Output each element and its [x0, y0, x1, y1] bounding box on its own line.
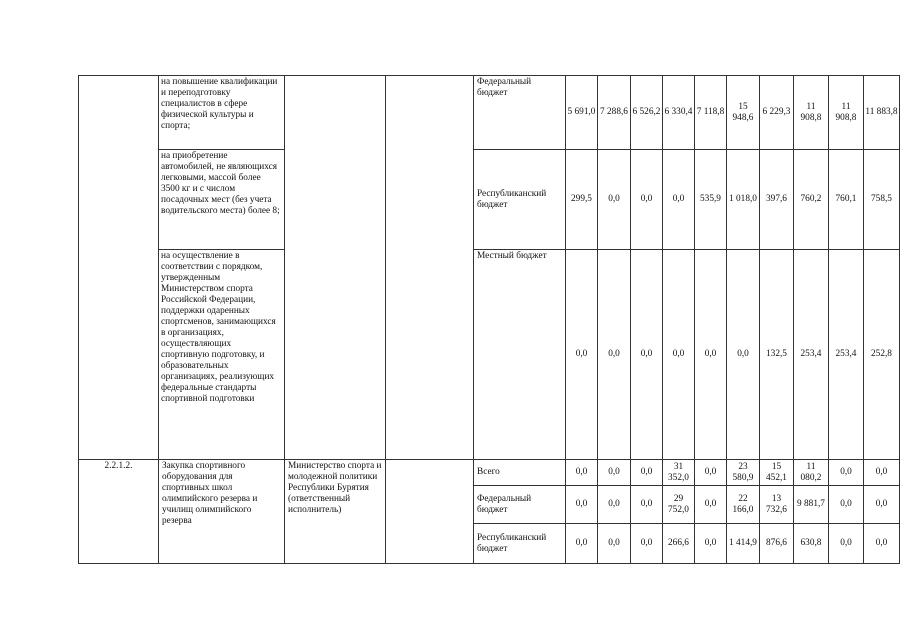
value-cell: 6 330,4	[663, 76, 695, 150]
description-cell: на повышение квалификации и переподготовку специалистов в сфере физической культуры и спорта;	[159, 76, 285, 150]
value-cell: 6 229,3	[760, 76, 794, 150]
value-cell: 0,0	[566, 250, 598, 460]
item-code: 2.2.1.2.	[79, 460, 159, 564]
value-cell: 0,0	[695, 524, 727, 564]
value-cell: 397,6	[760, 150, 794, 250]
source-cell: Республиканский бюджет	[474, 524, 566, 564]
value-cell: 0,0	[829, 524, 864, 564]
value-cell: 0,0	[663, 150, 695, 250]
value-cell: 0,0	[663, 250, 695, 460]
value-cell: 630,8	[794, 524, 829, 564]
source-cell: Республиканский бюджет	[474, 150, 566, 250]
table-row	[79, 250, 900, 460]
value-cell: 0,0	[598, 150, 631, 250]
budget-table	[78, 75, 900, 564]
value-cell: 22 166,0	[727, 486, 760, 524]
value-cell: 876,6	[760, 524, 794, 564]
source-cell: Федеральный бюджет	[474, 486, 566, 524]
value-cell: 266,6	[663, 524, 695, 564]
value-cell: 1 414,9	[727, 524, 760, 564]
value-cell: 132,5	[760, 250, 794, 460]
spacer-cell	[386, 460, 474, 564]
value-cell: 0,0	[631, 150, 663, 250]
item-executor: Министерство спорта и молодежной политики Республики Бурятия (ответственный исполнитель)	[285, 460, 386, 564]
table-row	[79, 460, 900, 486]
description-cell: на приобретение автомобилей, не являющихся легковыми, массой более 3500 кг и с числом посадочных мест (без учета водительского места) более 8;	[159, 150, 285, 250]
value-cell: 0,0	[695, 250, 727, 460]
value-cell: 0,0	[631, 486, 663, 524]
value-cell: 5 691,0	[566, 76, 598, 150]
source-cell: Местный бюджет	[474, 250, 566, 460]
value-cell: 31 352,0	[663, 460, 695, 486]
value-cell: 0,0	[566, 524, 598, 564]
description-cell: на осуществление в соответствии с порядком, утвержденным Министерством спорта Российской Федерации, поддержки одаренных спортсменов, занимающихся в организациях, осуществляющих спортивную подготовку, и образовательных организациях, реализующих федеральные стандарты спортивной подготовки	[159, 250, 285, 460]
value-cell: 0,0	[695, 460, 727, 486]
value-cell: 11 080,2	[794, 460, 829, 486]
value-cell: 0,0	[598, 460, 631, 486]
code-cell	[79, 76, 159, 460]
value-cell: 299,5	[566, 150, 598, 250]
value-cell: 15 452,1	[760, 460, 794, 486]
value-cell: 13 732,6	[760, 486, 794, 524]
value-cell: 0,0	[829, 486, 864, 524]
executor-cell	[285, 76, 386, 460]
value-cell: 0,0	[864, 460, 900, 486]
value-cell: 253,4	[794, 250, 829, 460]
value-cell: 9 881,7	[794, 486, 829, 524]
value-cell: 0,0	[829, 460, 864, 486]
source-cell: Федеральный бюджет	[474, 76, 566, 150]
value-cell: 0,0	[598, 250, 631, 460]
value-cell: 760,1	[829, 150, 864, 250]
value-cell: 11 908,8	[794, 76, 829, 150]
value-cell: 252,8	[864, 250, 900, 460]
item-name: Закупка спортивного оборудования для спортивных школ олимпийского резерва и училищ олимпийского резерва	[159, 460, 285, 564]
source-cell: Всего	[474, 460, 566, 486]
value-cell: 29 752,0	[663, 486, 695, 524]
value-cell: 7 118,8	[695, 76, 727, 150]
value-cell: 0,0	[864, 486, 900, 524]
value-cell: 7 288,6	[598, 76, 631, 150]
value-cell: 758,5	[864, 150, 900, 250]
value-cell: 11 883,8	[864, 76, 900, 150]
spacer-cell	[386, 76, 474, 460]
value-cell: 0,0	[864, 524, 900, 564]
value-cell: 0,0	[598, 524, 631, 564]
value-cell: 0,0	[598, 486, 631, 524]
value-cell: 535,9	[695, 150, 727, 250]
value-cell: 0,0	[727, 250, 760, 460]
value-cell: 1 018,0	[727, 150, 760, 250]
value-cell: 0,0	[566, 486, 598, 524]
value-cell: 760,2	[794, 150, 829, 250]
value-cell: 0,0	[631, 524, 663, 564]
value-cell: 23 580,9	[727, 460, 760, 486]
value-cell: 253,4	[829, 250, 864, 460]
value-cell: 15 948,6	[727, 76, 760, 150]
value-cell: 11 908,8	[829, 76, 864, 150]
table-row	[79, 150, 900, 250]
value-cell: 0,0	[695, 486, 727, 524]
value-cell: 0,0	[631, 460, 663, 486]
value-cell: 0,0	[566, 460, 598, 486]
value-cell: 6 526,2	[631, 76, 663, 150]
value-cell: 0,0	[631, 250, 663, 460]
table-row	[79, 76, 900, 150]
